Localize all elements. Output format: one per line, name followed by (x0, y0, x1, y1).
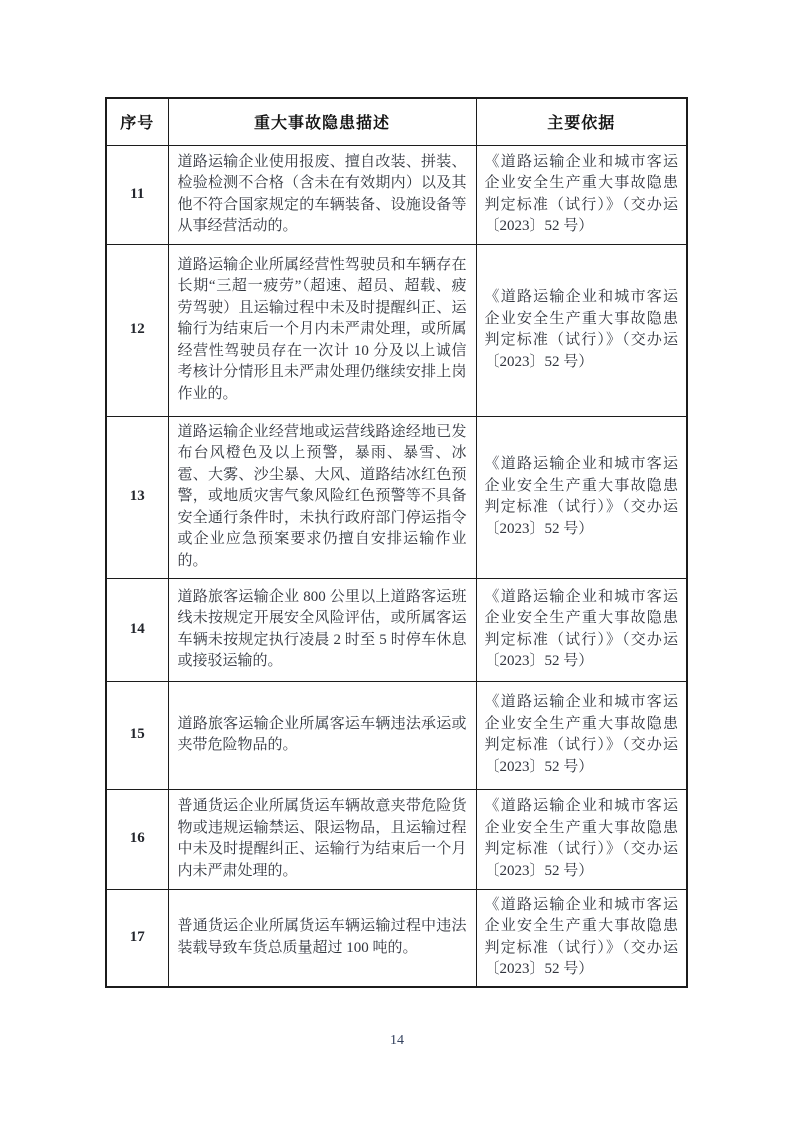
table-row (106, 145, 687, 244)
row-main-basis: 《道路运输企业和城市客运企业安全生产重大事故隐患判定标准（试行）》（交办运〔2023〕52 号） (476, 889, 687, 987)
header-serial-number: 序号 (106, 98, 168, 145)
header-main-basis: 主要依据 (476, 98, 687, 145)
row-main-basis: 《道路运输企业和城市客运企业安全生产重大事故隐患判定标准（试行）》（交办运〔2023〕52 号） (476, 578, 687, 681)
table-row (106, 416, 687, 578)
table-row (106, 681, 687, 789)
row-hazard-description: 普通货运企业所属货运车辆运输过程中违法装载导致车货总质量超过 100 吨的。 (168, 889, 476, 987)
row-main-basis: 《道路运输企业和城市客运企业安全生产重大事故隐患判定标准（试行）》（交办运〔2023〕52 号） (476, 145, 687, 244)
table-row (106, 244, 687, 416)
table-row (106, 789, 687, 889)
row-main-basis: 《道路运输企业和城市客运企业安全生产重大事故隐患判定标准（试行）》（交办运〔2023〕52 号） (476, 681, 687, 789)
row-main-basis: 《道路运输企业和城市客运企业安全生产重大事故隐患判定标准（试行）》（交办运〔2023〕52 号） (476, 244, 687, 416)
row-hazard-description: 道路运输企业所属经营性驾驶员和车辆存在长期“三超一疲劳”（超速、超员、超载、疲劳驾驶）且运输过程中未及时提醒纠正、运输行为结束后一个月内未严肃处理，或所属经营性驾驶员存在一次计 10 分及以上诚信考核计分情形且未严肃处理仍继续安排上岗作业的。 (168, 244, 476, 416)
page-number: 14 (390, 1033, 404, 1048)
row-hazard-description: 道路旅客运输企业所属客运车辆违法承运或夹带危险物品的。 (168, 681, 476, 789)
row-hazard-description: 道路运输企业使用报废、擅自改装、拼装、检验检测不合格（含未在有效期内）以及其他不符合国家规定的车辆装备、设施设备等从事经营活动的。 (168, 145, 476, 244)
hazard-table (105, 97, 688, 988)
row-serial-number: 14 (106, 578, 168, 681)
row-hazard-description: 道路旅客运输企业 800 公里以上道路客运班线未按规定开展安全风险评估，或所属客运车辆未按规定执行凌晨 2 时至 5 时停车休息或接驳运输的。 (168, 578, 476, 681)
table-header-row (106, 98, 687, 145)
table-row (106, 889, 687, 987)
row-main-basis: 《道路运输企业和城市客运企业安全生产重大事故隐患判定标准（试行）》（交办运〔2023〕52 号） (476, 789, 687, 889)
header-hazard-description: 重大事故隐患描述 (168, 98, 476, 145)
row-serial-number: 17 (106, 889, 168, 987)
row-serial-number: 13 (106, 416, 168, 578)
row-hazard-description: 道路运输企业经营地或运营线路途经地已发布台风橙色及以上预警，暴雨、暴雪、冰雹、大雾、沙尘暴、大风、道路结冰红色预警，或地质灾害气象风险红色预警等不具备安全通行条件时，未执行政府部门停运指令或企业应急预案要求仍擅自安排运输作业的。 (168, 416, 476, 578)
row-serial-number: 12 (106, 244, 168, 416)
row-serial-number: 16 (106, 789, 168, 889)
row-serial-number: 15 (106, 681, 168, 789)
row-main-basis: 《道路运输企业和城市客运企业安全生产重大事故隐患判定标准（试行）》（交办运〔2023〕52 号） (476, 416, 687, 578)
row-hazard-description: 普通货运企业所属货运车辆故意夹带危险货物或违规运输禁运、限运物品，且运输过程中未及时提醒纠正、运输行为结束后一个月内未严肃处理的。 (168, 789, 476, 889)
row-serial-number: 11 (106, 145, 168, 244)
table-row (106, 578, 687, 681)
